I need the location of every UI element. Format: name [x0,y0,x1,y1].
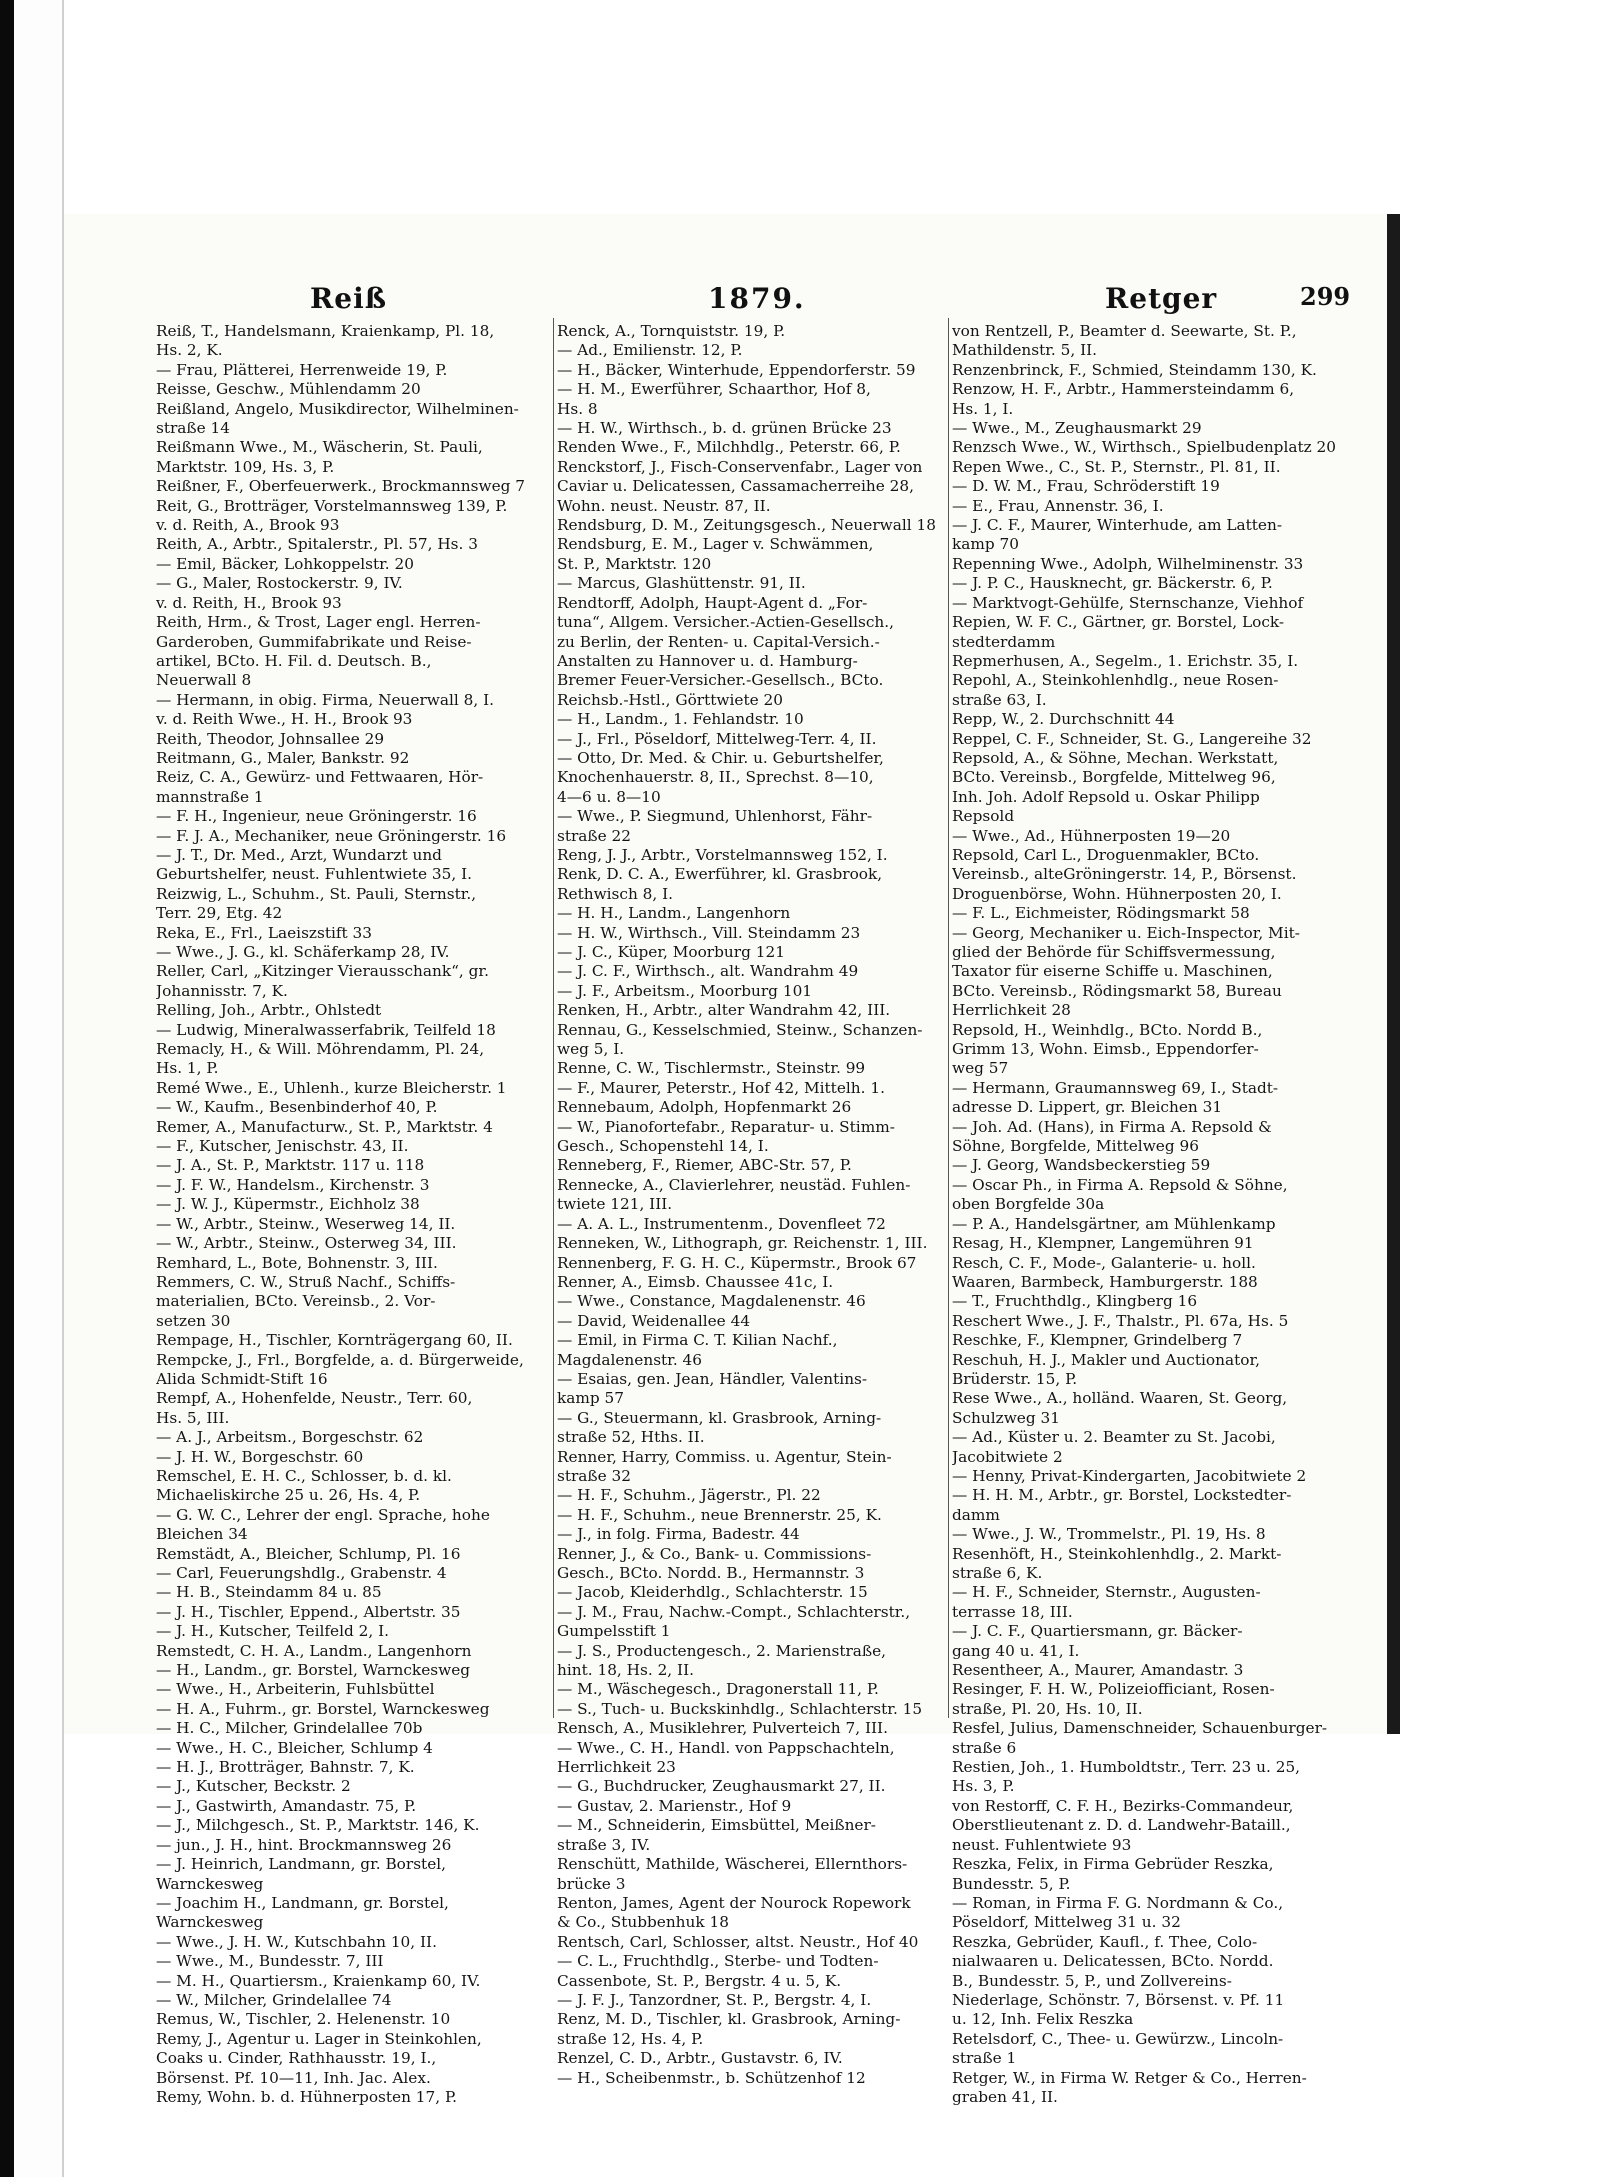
directory-entry: Repsold [952,807,1015,826]
directory-entry: Inh. Joh. Adolf Repsold u. Oskar Philipp [952,787,1260,806]
directory-entry: Reschert Wwe., J. F., Thalstr., Pl. 67a, Hs. 5 [952,1311,1289,1330]
directory-entry: — Henny, Privat-Kindergarten, Jacobitwiete 2 [952,1466,1307,1485]
directory-entry: — Marcus, Glashüttenstr. 91, II. [557,574,806,593]
directory-entry: setzen 30 [156,1311,231,1330]
directory-entry: Reschuh, H. J., Makler und Auctionator, [952,1350,1260,1369]
directory-entry: — F. L., Eichmeister, Rödingsmarkt 58 [952,904,1250,923]
directory-entry: — Ad., Küster u. 2. Beamter zu St. Jacobi, [952,1428,1276,1447]
directory-entry: graben 41, II. [952,2087,1058,2106]
directory-entry: Warnckesweg [156,1874,264,1893]
directory-entry: Reschke, F., Klempner, Grindelberg 7 [952,1331,1243,1350]
directory-entry: — J. F. W., Handelsm., Kirchenstr. 3 [156,1175,430,1194]
directory-entry: straße 6, K. [952,1564,1043,1582]
directory-entry: — H. H., Landm., Langenhorn [557,904,791,923]
directory-entry: Renner, A., Eimsb. Chaussee 41c, I. [557,1272,834,1291]
directory-entry: — G., Maler, Rostockerstr. 9, IV. [156,574,403,593]
directory-entry: Renner, Harry, Commiss. u. Agentur, Stein- [557,1447,892,1466]
directory-entry: — J. S., Productengesch., 2. Marienstraße, [557,1641,887,1660]
directory-entry: gang 40 u. 41, I. [952,1641,1080,1660]
directory-entry: Reizwig, L., Schuhm., St. Pauli, Sternstr., [156,884,477,903]
directory-entry: — J. M., Frau, Nachw.-Compt., Schlachterstr., [557,1602,911,1621]
directory-entry: Reith, Hrm., & Trost, Lager engl. Herren- [156,613,481,632]
directory-entry: — Joh. Ad. (Hans), in Firma A. Repsold & [952,1117,1272,1136]
directory-entry: Bleichen 34 [156,1525,248,1544]
directory-entry: Marktstr. 109, Hs. 3, P. [156,457,335,476]
directory-entry: — G. W. C., Lehrer der engl. Sprache, hohe [156,1505,490,1524]
directory-entry: — David, Weidenallee 44 [557,1311,751,1330]
directory-entry: Reiß, T., Handelsmann, Kraienkamp, Pl. 18, [156,322,495,340]
directory-entry: — E., Frau, Annenstr. 36, I. [952,496,1164,515]
directory-entry: Remhard, L., Bote, Bohnenstr. 3, III. [156,1253,438,1272]
directory-entry: Gesch., Schopenstehl 14, I. [557,1137,769,1156]
directory-entry: — F. J. A., Mechaniker, neue Gröningerstr. 16 [156,826,507,845]
directory-entry: straße 63, I. [952,690,1047,709]
directory-entry: Renzsch Wwe., W., Wirthsch., Spielbudenplatz 20 [952,438,1337,457]
directory-entry: Rempcke, J., Frl., Borgfelde, a. d. Bürgerweide, [156,1350,524,1369]
directory-entry: — P. A., Handelsgärtner, am Mühlenkamp [952,1214,1276,1233]
directory-entry: Renk, D. C. A., Ewerführer, kl. Grasbrook, [557,865,883,884]
directory-entry: — J. C., Küper, Moorburg 121 [557,943,785,961]
directory-entry: — Gustav, 2. Marienstr., Hof 9 [557,1796,792,1815]
column-divider [553,318,554,1718]
directory-entry: — Wwe., J. G., kl. Schäferkamp 28, IV. [156,943,450,961]
directory-entry: Neuerwall 8 [156,671,252,690]
directory-entry: Renzow, H. F., Arbtr., Hammersteindamm 6, [952,380,1295,399]
directory-entry: Reka, E., Frl., Laeiszstift 33 [156,923,373,942]
directory-entry: Rensch, A., Musiklehrer, Pulverteich 7, III. [557,1719,888,1738]
directory-entry: weg 5, I. [557,1040,625,1059]
directory-entry: — Jacob, Kleiderhdlg., Schlachterstr. 15 [557,1583,868,1602]
directory-entry: — J. F. J., Tanzordner, St. P., Bergstr. 4, I. [557,1990,872,2009]
directory-entry: — H. B., Steindamm 84 u. 85 [156,1583,382,1602]
directory-entry: — J. C. F., Maurer, Winterhude, am Latten- [952,516,1283,535]
directory-entry: Renken, H., Arbtr., alter Wandrahm 42, III. [557,1001,891,1020]
directory-entry: — Wwe., P. Siegmund, Uhlenhorst, Fähr- [557,807,873,826]
directory-entry: damm [952,1505,1000,1524]
directory-entry: Renneberg, F., Riemer, ABC-Str. 57, P. [557,1156,852,1175]
directory-entry: — Esaias, gen. Jean, Händler, Valentins- [557,1369,868,1388]
directory-entry: Bremer Feuer-Versicher.-Gesellsch., BCto. [557,671,884,690]
directory-entry: Reszka, Felix, in Firma Gebrüder Reszka, [952,1855,1274,1874]
directory-entry: Hs. 3, P. [952,1777,1015,1796]
directory-entry: — Wwe., C. H., Handl. von Pappschachteln, [557,1738,895,1757]
directory-entry: — Wwe., Ad., Hühnerposten 19—20 [952,826,1231,845]
directory-entry: — Marktvogt-Gehülfe, Sternschanze, Viehhof [952,593,1304,612]
directory-entry: Vereinsb., alteGröningerstr. 14, P., Börsenst. [952,865,1297,884]
directory-entry: — F., Kutscher, Jenischstr. 43, II. [156,1137,409,1156]
directory-entry: — J., in folg. Firma, Badestr. 44 [557,1525,800,1544]
directory-entry: Hs. 1, P. [156,1059,219,1078]
directory-entry: — W., Kaufm., Besenbinderhof 40, P. [156,1098,438,1117]
directory-entry: Garderoben, Gummifabrikate und Reise- [156,632,472,651]
directory-entry: — Wwe., Constance, Magdalenenstr. 46 [557,1292,866,1311]
directory-entry: Resinger, F. H. W., Polizeiofficiant, Rosen- [952,1680,1275,1699]
directory-entry: — J. T., Dr. Med., Arzt, Wundarzt und [156,845,442,864]
directory-entry: — J. W. J., Küpermstr., Eichholz 38 [156,1195,420,1214]
directory-entry: Reit, G., Brotträger, Vorstelmannsweg 139, P. [156,496,508,515]
directory-entry: hint. 18, Hs. 2, II. [557,1661,694,1680]
directory-entry: Johannisstr. 7, K. [156,981,288,1000]
page-number: 299 [1300,282,1351,311]
directory-entry: — J. C. F., Wirthsch., alt. Wandrahm 49 [557,962,859,981]
directory-entry: Reisse, Geschw., Mühlendamm 20 [156,380,421,399]
directory-entry: Repohl, A., Steinkohlenhdlg., neue Rosen- [952,671,1279,690]
directory-entry: Bundesstr. 5, P. [952,1874,1071,1893]
directory-entry: Reiz, C. A., Gewürz- und Fettwaaren, Hör- [156,768,484,787]
directory-entry: Repsold, H., Weinhdlg., BCto. Nordd B., [952,1020,1263,1039]
directory-entry: & Co., Stubbenhuk 18 [557,1913,729,1932]
directory-entry: Renton, James, Agent der Nourock Ropework [557,1893,911,1912]
directory-entry: Renz, M. D., Tischler, kl. Grasbrook, Arning- [557,2010,901,2029]
directory-entry: Rentsch, Carl, Schlosser, altst. Neustr., Hof 40 [557,1932,919,1951]
directory-entry: Droguenbörse, Wohn. Hühnerposten 20, I. [952,884,1282,903]
directory-entry: Mathildenstr. 5, II. [952,341,1098,360]
directory-entry: Jacobitwiete 2 [952,1447,1063,1466]
directory-entry: v. d. Reith, A., Brook 93 [156,516,340,535]
directory-entry: — Hermann, in obig. Firma, Neuerwall 8, I. [156,690,494,709]
directory-entry: Repien, W. F. C., Gärtner, gr. Borstel, Lock- [952,613,1285,632]
directory-entry: — M., Wäschegesch., Dragonerstall 11, P. [557,1680,879,1699]
directory-entry: Michaeliskirche 25 u. 26, Hs. 4, P. [156,1486,421,1505]
directory-entry: — S., Tuch- u. Buckskinhdlg., Schlachterstr. 15 [557,1699,923,1718]
directory-entry: Niederlage, Schönstr. 7, Börsenst. v. Pf. 11 [952,1990,1285,2009]
directory-entry: BCto. Vereinsb., Rödingsmarkt 58, Bureau [952,981,1282,1000]
directory-entry: — A. A. L., Instrumentenm., Dovenfleet 72 [557,1214,886,1233]
directory-entry: — Georg, Mechaniker u. Eich-Inspector, Mit- [952,923,1300,942]
directory-entry: Remus, W., Tischler, 2. Helenenstr. 10 [156,2010,451,2029]
directory-entry: — H., Landm., 1. Fehlandstr. 10 [557,710,804,729]
directory-entry: Repsold, A., & Söhne, Mechan. Werkstatt, [952,748,1279,767]
directory-entry: Reitmann, G., Maler, Bankstr. 92 [156,748,410,767]
directory-entry: Resentheer, A., Maurer, Amandastr. 3 [952,1661,1244,1680]
directory-entry: Resfel, Julius, Damenschneider, Schauenburger- [952,1719,1328,1738]
directory-entry: Renzel, C. D., Arbtr., Gustavstr. 6, IV. [557,2049,843,2068]
directory-entry: Renck, A., Tornquiststr. 19, P. [557,322,786,340]
header-year: 1879. [708,282,806,315]
directory-entry: Reng, J. J., Arbtr., Vorstelmannsweg 152, I. [557,845,888,864]
directory-entry: — J. P. C., Hausknecht, gr. Bäckerstr. 6, P. [952,574,1273,593]
directory-entry: — Roman, in Firma F. G. Nordmann & Co., [952,1893,1284,1912]
directory-entry: — F., Maurer, Peterstr., Hof 42, Mittelh. 1. [557,1078,885,1097]
directory-entry: Renner, J., & Co., Bank- u. Commissions- [557,1544,872,1563]
directory-entry: Renneken, W., Lithograph, gr. Reichenstr. 1, III. [557,1234,928,1253]
directory-entry: — G., Steuermann, kl. Grasbrook, Arning- [557,1408,882,1427]
directory-entry: Rennenberg, F. G. H. C., Küpermstr., Brook 67 [557,1253,917,1272]
directory-entry: zu Berlin, der Renten- u. Capital-Versich.- [557,632,880,651]
directory-entry: Knochenhauerstr. 8, II., Sprechst. 8—10, [557,768,874,787]
directory-entry: Reith, Theodor, Johnsallee 29 [156,729,385,748]
directory-entry: — Carl, Feuerungshdlg., Grabenstr. 4 [156,1564,447,1582]
directory-entry: Resag, H., Klempner, Langemühren 91 [952,1234,1254,1253]
directory-entry: Remy, Wohn. b. d. Hühnerposten 17, P. [156,2087,458,2106]
directory-entry: — W., Milcher, Grindelallee 74 [156,1990,392,2009]
directory-entry: Remacly, H., & Will. Möhrendamm, Pl. 24, [156,1040,485,1059]
directory-entry: Terr. 29, Etg. 42 [156,904,283,923]
directory-entry: straße 22 [557,826,632,845]
directory-entry: Renden Wwe., F., Milchhdlg., Peterstr. 66, P. [557,438,901,457]
directory-entry: Rennau, G., Kesselschmied, Steinw., Schanzen- [557,1020,923,1039]
directory-entry: Börsenst. Pf. 10—11, Inh. Jac. Alex. [156,2068,431,2087]
directory-entry: — Wwe., J. H. W., Kutschbahn 10, II. [156,1932,437,1951]
directory-entry: — Joachim H., Landmann, gr. Borstel, [156,1893,449,1912]
directory-column-2 [557,322,945,2088]
directory-entry: — M., Schneiderin, Eimsbüttel, Meißner- [557,1816,876,1835]
directory-entry: Waaren, Barmbeck, Hamburgerstr. 188 [952,1272,1258,1291]
directory-entry: stedterdamm [952,632,1056,651]
directory-entry: 4—6 u. 8—10 [557,787,661,806]
directory-entry: Remschel, E. H. C., Schlosser, b. d. kl. [156,1466,452,1485]
directory-entry: Rennecke, A., Clavierlehrer, neustäd. Fuhlen- [557,1175,911,1194]
directory-entry: straße 32 [557,1466,632,1485]
directory-entry: — D. W. M., Frau, Schröderstift 19 [952,477,1220,496]
directory-entry: Rempf, A., Hohenfelde, Neustr., Terr. 60, [156,1389,473,1408]
directory-entry: — Wwe., H. C., Bleicher, Schlump 4 [156,1738,433,1757]
directory-entry: — J. A., St. P., Marktstr. 117 u. 118 [156,1156,425,1175]
directory-entry: — J. Georg, Wandsbeckerstieg 59 [952,1156,1211,1175]
directory-entry: — H. W., Wirthsch., Vill. Steindamm 23 [557,923,861,942]
directory-entry: — J., Milchgesch., St. P., Marktstr. 146, K. [156,1816,480,1835]
directory-entry: u. 12, Inh. Felix Reszka [952,2010,1134,2029]
directory-entry: — Oscar Ph., in Firma A. Repsold & Söhne, [952,1175,1288,1194]
directory-entry: B., Bundesstr. 5, P., und Zollvereins- [952,1971,1232,1990]
directory-entry: Repenning Wwe., Adolph, Wilhelminenstr. 33 [952,554,1304,573]
directory-entry: terrasse 18, III. [952,1602,1073,1621]
directory-entry: — A. J., Arbeitsm., Borgeschstr. 62 [156,1428,424,1447]
directory-entry: straße 6 [952,1738,1017,1757]
directory-entry: — Frau, Plätterei, Herrenweide 19, P. [156,360,448,379]
directory-entry: Remer, A., Manufacturw., St. P., Marktstr. 4 [156,1117,493,1136]
directory-entry: Repsold, Carl L., Droguenmakler, BCto. [952,845,1260,864]
directory-entry: — H., Bäcker, Winterhude, Eppendorferstr. 59 [557,360,916,379]
directory-entry: Remstedt, C. H. A., Landm., Langenhorn [156,1641,472,1660]
directory-entry: Resch, C. F., Mode-, Galanterie- u. holl. [952,1253,1256,1272]
directory-entry: Relling, Joh., Arbtr., Ohlstedt [156,1001,382,1020]
directory-entry: — H. A., Fuhrm., gr. Borstel, Warnckesweg [156,1699,490,1718]
directory-entry: mannstraße 1 [156,787,264,806]
directory-entry: tuna“, Allgem. Versicher.-Actien-Gesellsch., [557,613,894,632]
directory-entry: Brüderstr. 15, P. [952,1369,1078,1388]
directory-entry: Resenhöft, H., Steinkohlenhdlg., 2. Markt- [952,1544,1282,1563]
directory-entry: — J., Gastwirth, Amandastr. 75, P. [156,1796,417,1815]
directory-entry: Reppel, C. F., Schneider, St. G., Langereihe 32 [952,729,1312,748]
directory-entry: nialwaaren u. Delicatessen, BCto. Nordd. [952,1952,1274,1971]
directory-entry: Herrlichkeit 28 [952,1001,1071,1020]
directory-entry: Remstädt, A., Bleicher, Schlump, Pl. 16 [156,1544,461,1563]
directory-entry: Rendsburg, D. M., Zeitungsgesch., Neuerwall 18 [557,516,936,535]
directory-entry: — Wwe., M., Zeughausmarkt 29 [952,419,1202,438]
directory-entry: Gumpelsstift 1 [557,1622,671,1641]
directory-entry: — F. H., Ingenieur, neue Gröningerstr. 16 [156,807,477,826]
directory-entry: — T., Fruchthdlg., Klingberg 16 [952,1292,1198,1311]
directory-entry: — Ad., Emilienstr. 12, P. [557,341,743,360]
directory-entry: Repp, W., 2. Durchschnitt 44 [952,710,1175,729]
directory-entry: — J. H., Tischler, Eppend., Albertstr. 35 [156,1602,461,1621]
directory-entry: neust. Fuhlentwiete 93 [952,1835,1132,1854]
directory-entry: twiete 121, III. [557,1195,673,1214]
directory-entry: — Wwe., M., Bundesstr. 7, III [156,1952,384,1971]
directory-entry: straße 52, Hths. II. [557,1428,705,1447]
directory-entry: — Wwe., J. W., Trommelstr., Pl. 19, Hs. 8 [952,1525,1266,1544]
directory-entry: adresse D. Lippert, gr. Bleichen 31 [952,1098,1223,1117]
page-edge-shadow [1387,214,1400,1734]
directory-entry: Söhne, Borgfelde, Mittelweg 96 [952,1137,1199,1156]
directory-entry: — W., Pianofortefabr., Reparatur- u. Stimm- [557,1117,895,1136]
directory-entry: — Ludwig, Mineralwasserfabrik, Teilfeld 18 [156,1020,496,1039]
directory-entry: von Restorff, C. F. H., Bezirks-Commandeur, [952,1796,1294,1815]
directory-entry: Hs. 8 [557,399,598,418]
directory-entry: Reller, Carl, „Kitzinger Vierausschank“, gr. [156,962,489,981]
directory-entry: Repmerhusen, A., Segelm., 1. Erichstr. 35, I. [952,651,1299,670]
directory-entry: Renne, C. W., Tischlermstr., Steinstr. 99 [557,1059,866,1078]
directory-entry: Hs. 5, III. [156,1408,230,1427]
directory-entry: Anstalten zu Hannover u. d. Hamburg- [557,651,858,670]
directory-entry: Caviar u. Delicatessen, Cassamacherreihe 28, [557,477,914,496]
directory-entry: v. d. Reith, H., Brook 93 [156,593,342,612]
directory-entry: — G., Buchdrucker, Zeughausmarkt 27, II. [557,1777,886,1796]
directory-entry: straße 12, Hs. 4, P. [557,2029,704,2048]
directory-entry: — J. H., Kutscher, Teilfeld 2, I. [156,1622,390,1641]
directory-entry: Renzenbrinck, F., Schmied, Steindamm 130, K. [952,360,1317,379]
directory-entry: Schulzweg 31 [952,1408,1060,1427]
directory-entry: BCto. Vereinsb., Borgfelde, Mittelweg 96, [952,768,1276,787]
directory-entry: Remé Wwe., E., Uhlenh., kurze Bleicherstr. 1 [156,1078,507,1097]
directory-entry: Reichsb.-Hstl., Görttwiete 20 [557,690,783,709]
directory-entry: Taxator für eiserne Schiffe u. Maschinen, [952,962,1273,981]
spine-gap [14,0,64,2177]
directory-entry: — Hermann, Graumannsweg 69, I., Stadt- [952,1078,1279,1097]
directory-entry: Wohn. neust. Neustr. 87, II. [557,496,771,515]
directory-entry: straße, Pl. 20, Hs. 10, II. [952,1699,1143,1718]
directory-entry: Remmers, C. W., Struß Nachf., Schiffs- [156,1272,456,1291]
directory-entry: — H. J., Brotträger, Bahnstr. 7, K. [156,1758,415,1777]
directory-entry: — Emil, Bäcker, Lohkoppelstr. 20 [156,554,414,573]
directory-entry: Retger, W., in Firma W. Retger & Co., Herren- [952,2068,1307,2087]
directory-entry: Gesch., BCto. Nordd. B., Hermannstr. 3 [557,1564,865,1582]
directory-entry: Coaks u. Cinder, Rathhausstr. 19, I., [156,2049,437,2068]
directory-entry: Hs. 2, K. [156,341,223,360]
directory-entry: Pöseldorf, Mittelweg 31 u. 32 [952,1913,1181,1932]
directory-entry: Retelsdorf, C., Thee- u. Gewürzw., Lincoln- [952,2029,1284,2048]
directory-entry: — Otto, Dr. Med. & Chir. u. Geburtshelfer, [557,748,884,767]
directory-entry: straße 3, IV. [557,1835,651,1854]
directory-entry: Herrlichkeit 23 [557,1758,676,1777]
directory-entry: kamp 70 [952,535,1020,554]
directory-entry: — J. F., Arbeitsm., Moorburg 101 [557,981,813,1000]
directory-entry: Rethwisch 8, I. [557,884,674,903]
directory-entry: weg 57 [952,1059,1009,1078]
directory-entry: straße 1 [952,2049,1017,2068]
directory-column-1 [156,322,550,2107]
directory-entry: — J. C. F., Quartiersmann, gr. Bäcker- [952,1622,1243,1641]
directory-entry: Repen Wwe., C., St. P., Sternstr., Pl. 81, II. [952,457,1281,476]
directory-entry: materialien, BCto. Vereinsb., 2. Vor- [156,1292,436,1311]
directory-entry: — J., Kutscher, Beckstr. 2 [156,1777,351,1796]
directory-entry: von Rentzell, P., Beamter d. Seewarte, St. P., [952,322,1297,340]
directory-entry: — W., Arbtr., Steinw., Osterweg 34, III. [156,1234,457,1253]
directory-entry: oben Borgfelde 30a [952,1195,1105,1214]
directory-entry: — H. W., Wirthsch., b. d. grünen Brücke 23 [557,419,892,438]
directory-entry: Alida Schmidt-Stift 16 [156,1369,328,1388]
directory-entry: Hs. 1, I. [952,399,1014,418]
directory-entry: — H. C., Milcher, Grindelallee 70b [156,1719,423,1738]
directory-entry: — H. F., Schuhm., Jägerstr., Pl. 22 [557,1486,821,1505]
directory-entry: straße 14 [156,419,231,438]
directory-entry: — jun., J. H., hint. Brockmannsweg 26 [156,1835,452,1854]
directory-entry: Reszka, Gebrüder, Kaufl., f. Thee, Colo- [952,1932,1258,1951]
directory-entry: — H. F., Schuhm., neue Brennerstr. 25, K. [557,1505,882,1524]
directory-entry: Reith, A., Arbtr., Spitalerstr., Pl. 57, Hs. 3 [156,535,478,554]
directory-entry: v. d. Reith Wwe., H. H., Brook 93 [156,710,413,729]
directory-entry: Rendsburg, E. M., Lager v. Schwämmen, [557,535,874,554]
column-divider [948,318,949,1718]
directory-entry: — J. H. W., Borgeschstr. 60 [156,1447,364,1466]
directory-entry: Renckstorf, J., Fisch-Conservenfabr., Lager von [557,457,923,476]
directory-entry: kamp 57 [557,1389,625,1408]
directory-entry: Oberstlieutenant z. D. d. Landwehr-Bataill., [952,1816,1291,1835]
directory-entry: Renschütt, Mathilde, Wäscherei, Ellernthors- [557,1855,908,1874]
book-spine [0,0,14,2177]
directory-entry: Restien, Joh., 1. Humboldtstr., Terr. 23 u. 25, [952,1758,1301,1777]
directory-column-3 [952,322,1372,2107]
directory-entry: artikel, BCto. H. Fil. d. Deutsch. B., [156,651,432,670]
directory-entry: — H., Landm., gr. Borstel, Warnckesweg [156,1661,471,1680]
directory-entry: Reißmann Wwe., M., Wäscherin, St. Pauli, [156,438,483,457]
directory-entry: Magdalenenstr. 46 [557,1350,703,1369]
directory-entry: Rese Wwe., A., holländ. Waaren, St. Georg, [952,1389,1288,1408]
directory-entry: Grimm 13, Wohn. Eimsb., Eppendorfer- [952,1040,1259,1059]
directory-entry: Geburtshelfer, neust. Fuhlentwiete 35, I. [156,865,473,884]
directory-entry: Reißner, F., Oberfeuerwerk., Brockmannsweg 7 [156,477,526,496]
directory-entry: — Emil, in Firma C. T. Kilian Nachf., [557,1331,838,1350]
directory-entry: Rendtorff, Adolph, Haupt-Agent d. „For- [557,593,868,612]
directory-entry: Remy, J., Agentur u. Lager in Steinkohlen, [156,2029,482,2048]
directory-entry: — H., Scheibenmstr., b. Schützenhof 12 [557,2068,866,2087]
directory-entry: Rempage, H., Tischler, Kornträgergang 60, II. [156,1331,513,1350]
directory-entry: Reißland, Angelo, Musikdirector, Wilhelminen- [156,399,519,418]
directory-entry: — H. M., Ewerführer, Schaarthor, Hof 8, [557,380,871,399]
directory-entry: St. P., Marktstr. 120 [557,554,712,573]
directory-entry: — C. L., Fruchthdlg., Sterbe- und Todten- [557,1952,879,1971]
directory-entry: glied der Behörde für Schiffsvermessung, [952,943,1276,961]
directory-entry: — J., Frl., Pöseldorf, Mittelweg-Terr. 4, II. [557,729,877,748]
directory-entry: — H. H. M., Arbtr., gr. Borstel, Lockstedter- [952,1486,1292,1505]
directory-entry: — H. F., Schneider, Sternstr., Augusten- [952,1583,1261,1602]
directory-entry: Cassenbote, St. P., Bergstr. 4 u. 5, K. [557,1971,842,1990]
directory-entry: — Wwe., H., Arbeiterin, Fuhlsbüttel [156,1680,435,1699]
directory-entry: Warnckesweg [156,1913,264,1932]
directory-entry: Rennebaum, Adolph, Hopfenmarkt 26 [557,1098,852,1117]
directory-entry: — J. Heinrich, Landmann, gr. Borstel, [156,1855,447,1874]
directory-entry: — W., Arbtr., Steinw., Weserweg 14, II. [156,1214,456,1233]
directory-entry: — M. H., Quartiersm., Kraienkamp 60, IV. [156,1971,481,1990]
header-right-keyword: Retger [1105,282,1218,315]
header-left-keyword: Reiß [310,282,387,315]
directory-entry: brücke 3 [557,1874,626,1893]
